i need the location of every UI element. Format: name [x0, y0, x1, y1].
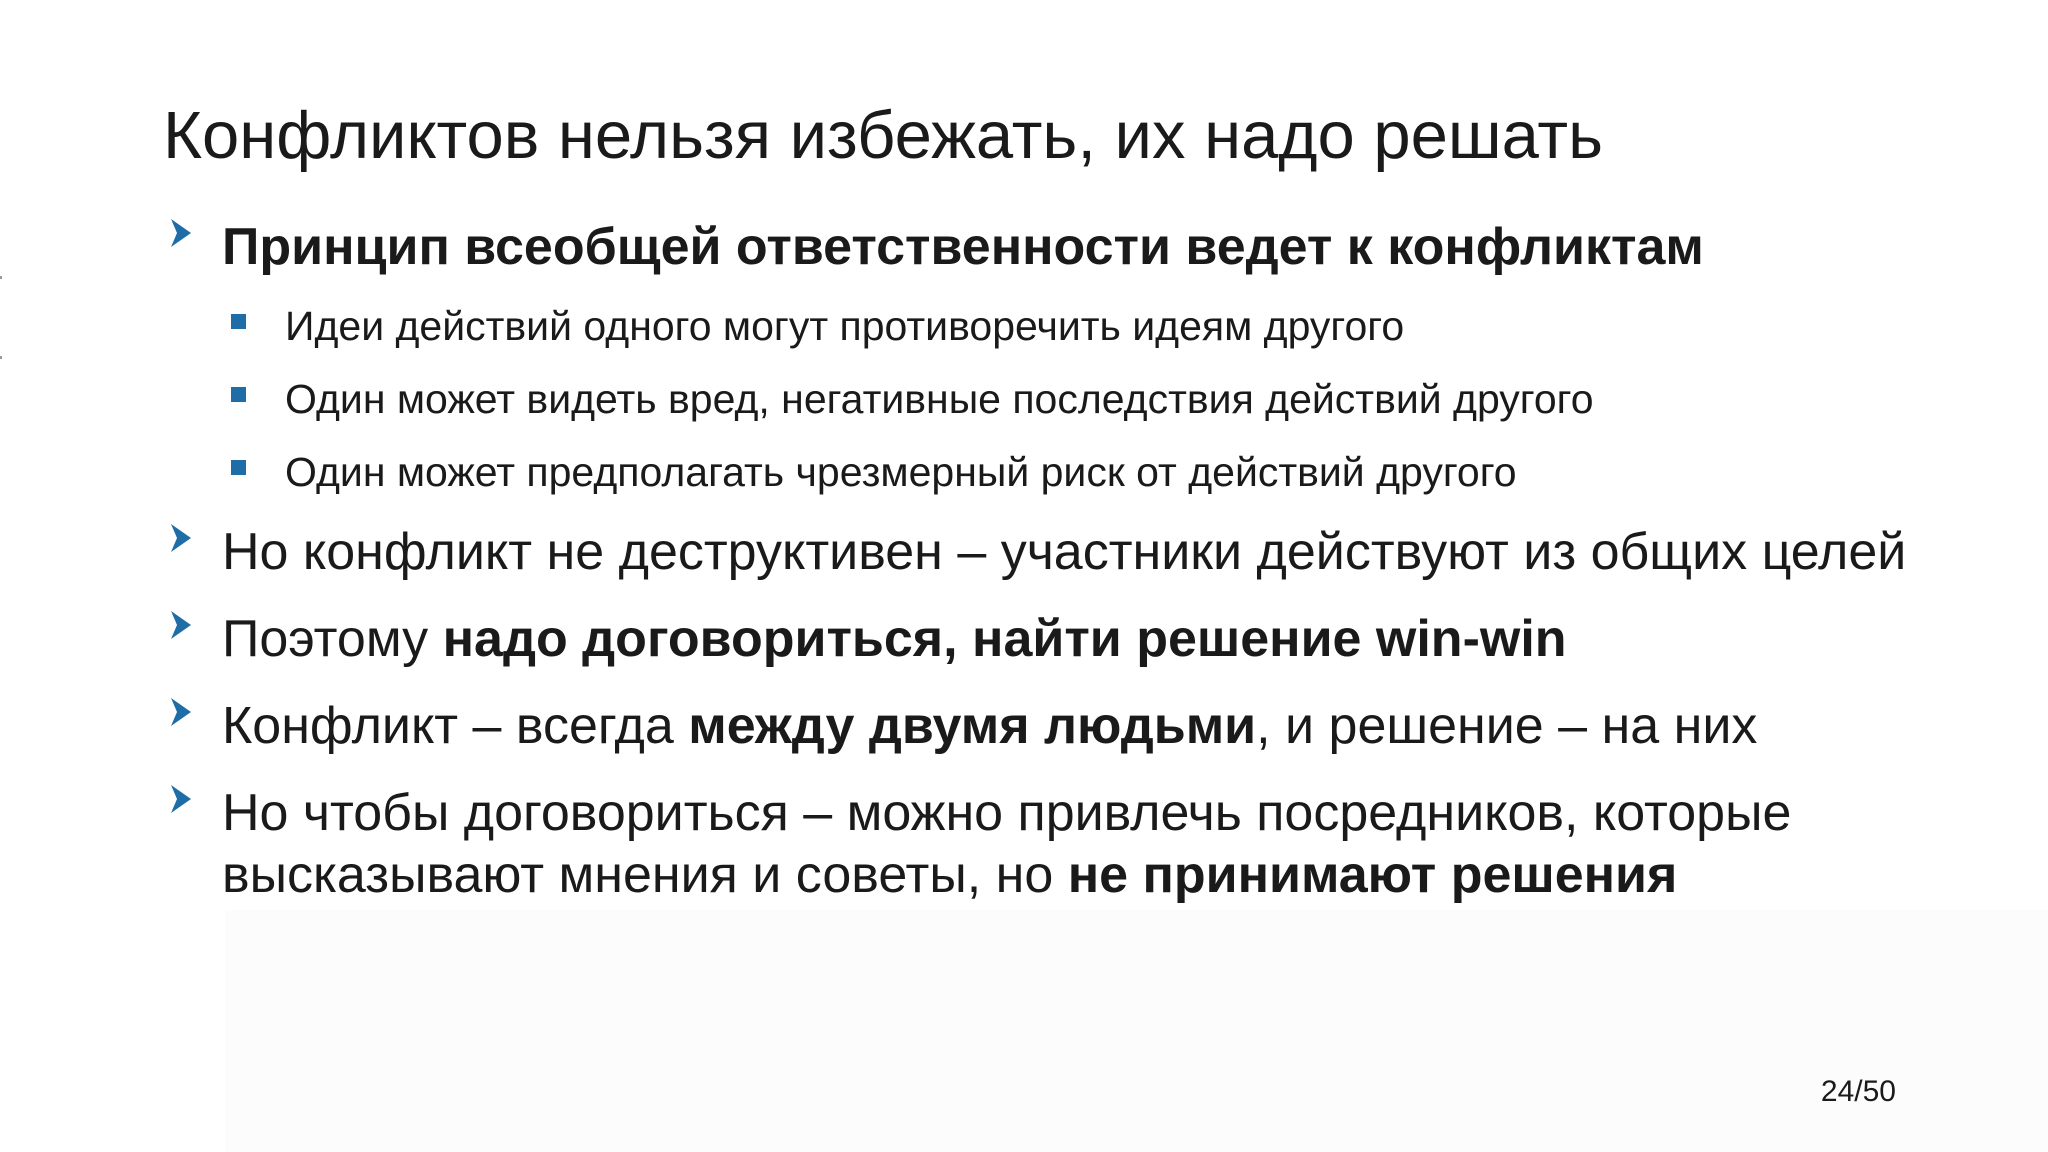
- bullet-bold-text: надо договориться, найти решение win-win: [442, 610, 1567, 668]
- edge-mark: [0, 276, 2, 279]
- bullet-text: [222, 216, 1704, 278]
- bullet-text-line: Но чтобы договориться – можно привлечь посредников, которые: [222, 784, 1792, 842]
- edge-mark: [0, 356, 2, 359]
- bullet-text-plain: Конфликт – всегда: [222, 697, 689, 755]
- page-number: 24/50: [1820, 1075, 1896, 1108]
- sub-bullet-text: Один может видеть вред, негативные последствия действий другого: [285, 376, 1594, 422]
- bullet-bold-text: Принцип всеобщей ответственности ведет к конфликтам: [222, 218, 1704, 276]
- bullet-text-plain: , и решение – на них: [1256, 697, 1758, 755]
- arrow-bullet-icon: [169, 608, 193, 642]
- bullet-text: Но конфликт не деструктивен – участники действуют из общих целей: [222, 523, 1907, 581]
- arrow-bullet-icon: [169, 782, 193, 816]
- square-bullet-icon: [231, 460, 246, 475]
- bullet-bold-text: между двумя людьми: [688, 697, 1257, 755]
- slide-title: Конфликтов нельзя избежать, их надо решать: [163, 98, 1603, 173]
- bullet-bold-text: не принимают решения: [1067, 846, 1678, 904]
- arrow-bullet-icon: [169, 521, 193, 555]
- sub-bullet-text: Идеи действий одного могут противоречить идеям другого: [285, 303, 1405, 349]
- square-bullet-icon: [231, 387, 246, 402]
- bullet-text: [222, 782, 1791, 906]
- background-panel: [225, 910, 2048, 1152]
- arrow-bullet-icon: [169, 216, 193, 250]
- bullet-text-plain: Поэтому: [222, 610, 443, 668]
- bullet-text-plain: высказывают мнения и советы, но: [222, 846, 1068, 904]
- arrow-bullet-icon: [169, 695, 193, 729]
- square-bullet-icon: [231, 314, 246, 329]
- bullet-text: [222, 695, 1757, 757]
- bullet-text: [222, 608, 1567, 670]
- sub-bullet-text: Один может предполагать чрезмерный риск от действий другого: [285, 449, 1517, 495]
